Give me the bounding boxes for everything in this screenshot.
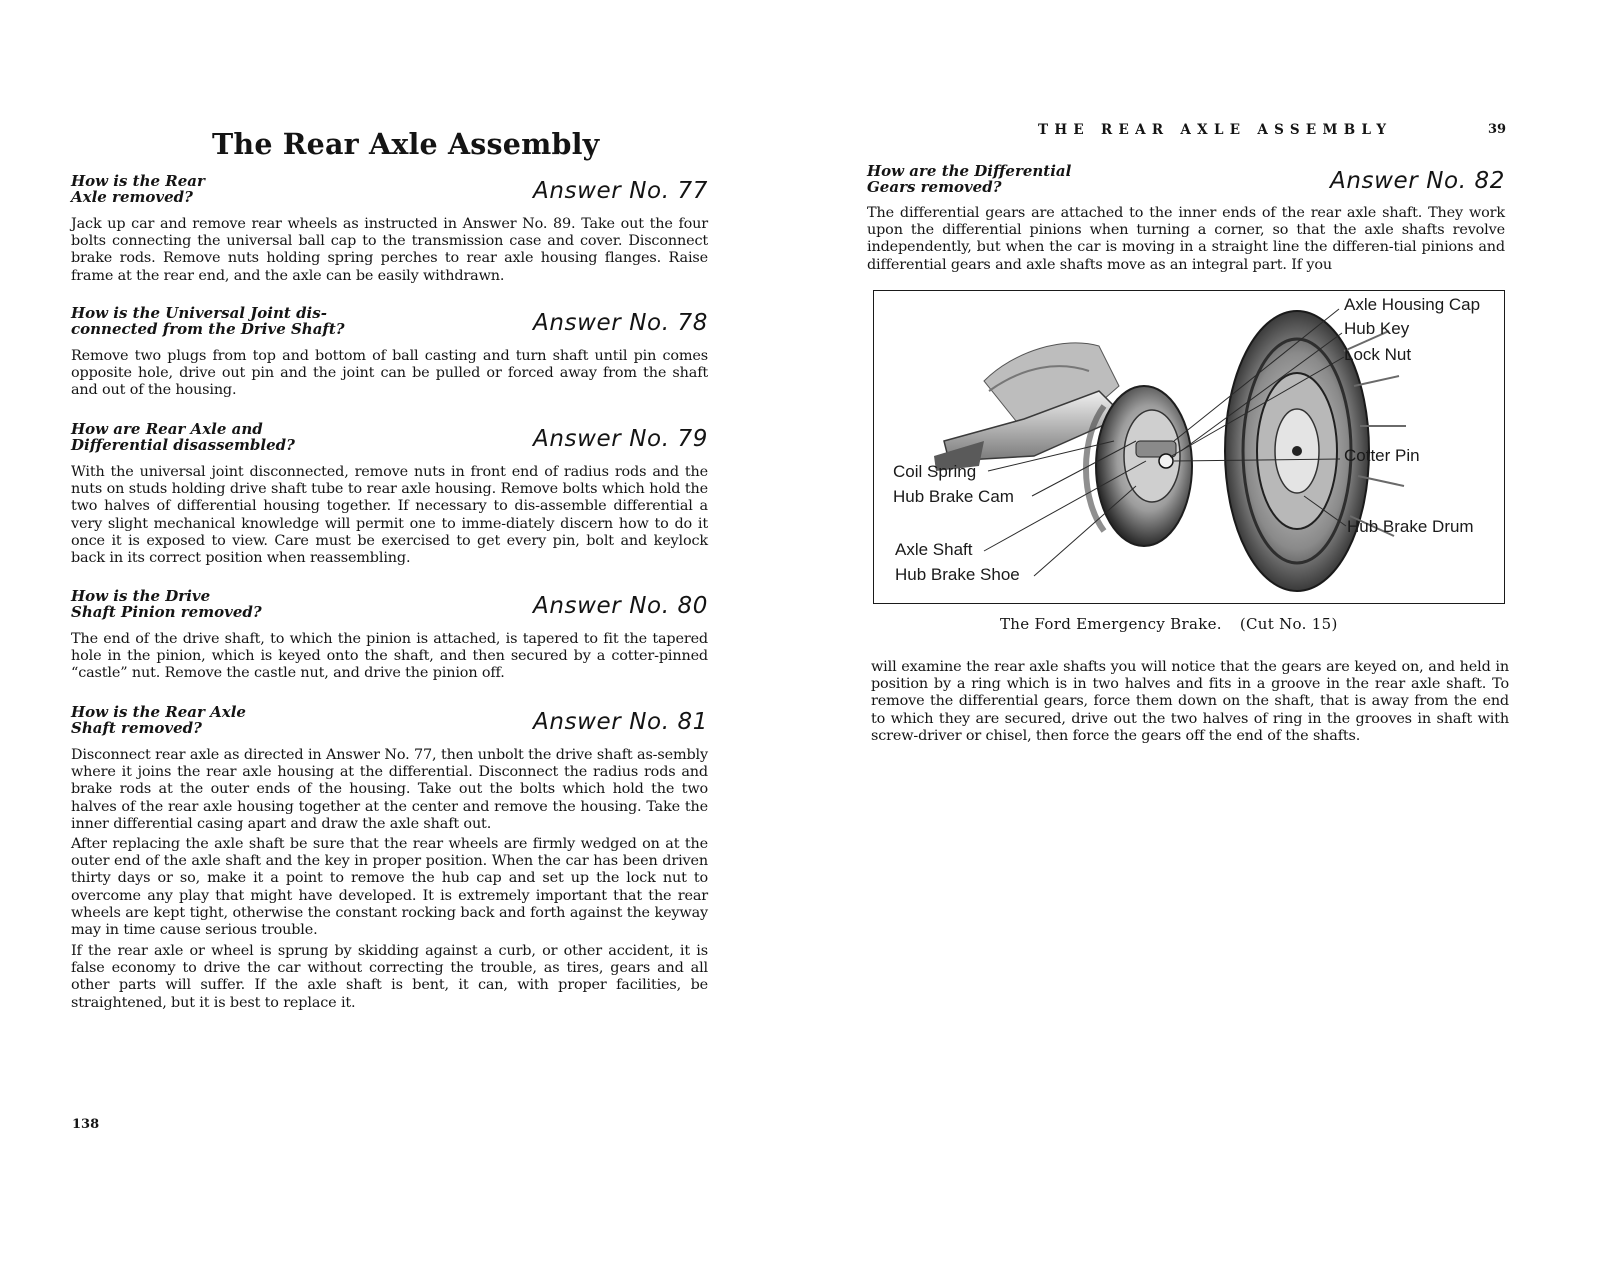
question-82: How are the Differential Gears removed? bbox=[867, 162, 1072, 196]
label-lock-nut: Lock Nut bbox=[1344, 345, 1412, 364]
answer-number-79: Answer No. 79 bbox=[533, 426, 708, 452]
caption-cut-number: (Cut No. 15) bbox=[1239, 615, 1338, 633]
label-cotter-pin: Cotter Pin bbox=[1344, 446, 1420, 465]
answer-81-paragraph-2: After replacing the axle shaft be sure that the rear wheels are firmly wedged on at the outer end of the axle shaft and the key in proper position. When the car has been driven thirty days or so, make it a point to remove the hub cap and set up the lock nut to overcome any play that might have developed. It is extremely important that the rear wheels are kept tight, otherwise the constant rocking back and forth against the keyway may in time cause serious trouble. bbox=[71, 836, 708, 939]
answer-number-80: Answer No. 80 bbox=[533, 593, 708, 619]
qa-header-81 bbox=[71, 704, 708, 748]
answer-80-paragraph: The end of the drive shaft, to which the pinion is attached, is tapered to fit the tapered hole in the pinion, which is keyed onto the shaft, and then secured by a cotter-pinned “castle” nut. Remove the castle nut, and drive the pinion off. bbox=[71, 631, 708, 682]
caption-text: The Ford Emergency Brake. bbox=[1000, 615, 1222, 633]
qa-header-82 bbox=[867, 163, 1505, 207]
emergency-brake-figure bbox=[873, 290, 1505, 604]
question-78: How is the Universal Joint dis- connected from the Drive Shaft? bbox=[71, 304, 345, 338]
question-80: How is the Drive Shaft Pinion removed? bbox=[71, 587, 262, 621]
answer-82-paragraph-after-figure: will examine the rear axle shafts you will notice that the gears are keyed on, and held in position by a ring which is in two halves and fits in a groove in the rear axle shaft. To remove the differential gears, force them down on the shaft, that is away from the end to which they are secured, drive out the two halves of ring in the grooves in shaft with screw-driver or chisel, then force the gears off the end of the shafts. bbox=[871, 659, 1509, 744]
qa-header-80 bbox=[71, 588, 708, 632]
running-head: THE REAR AXLE ASSEMBLY bbox=[1038, 122, 1393, 138]
answer-81-paragraph-3: If the rear axle or wheel is sprung by skidding against a curb, or other accident, it is false economy to drive the car without correcting the trouble, as tires, gears and all other parts will suffer. If the axle shaft is bent, it can, with proper facilities, be straightened, but it is best to replace it. bbox=[71, 943, 708, 1011]
answer-number-82: Answer No. 82 bbox=[1330, 168, 1505, 194]
answer-number-77: Answer No. 77 bbox=[533, 178, 708, 204]
label-hub-brake-cam: Hub Brake Cam bbox=[893, 487, 1014, 506]
label-hub-brake-drum: Hub Brake Drum bbox=[1347, 517, 1474, 536]
answer-82-paragraph-before-figure: The differential gears are attached to the inner ends of the rear axle shaft. They work upon the differential pinions when turning a corner, so that the axle shafts revolve independently, but when the car is moving in a straight line the differen-tial pinions and differential gears and axle shafts move as an integral part. If you bbox=[867, 205, 1505, 273]
page-number-right: 39 bbox=[1488, 122, 1507, 137]
page-number-left: 138 bbox=[72, 1117, 100, 1132]
label-axle-shaft: Axle Shaft bbox=[895, 540, 973, 559]
answer-78-paragraph: Remove two plugs from top and bottom of ball casting and turn shaft until pin comes opposite hole, drive out pin and the joint can be pulled or forced away from the shaft and out of the housing. bbox=[71, 348, 708, 399]
answer-number-78: Answer No. 78 bbox=[533, 310, 708, 336]
answer-number-81: Answer No. 81 bbox=[533, 709, 708, 735]
label-axle-housing-cap: Axle Housing Cap bbox=[1344, 295, 1481, 314]
qa-header-78 bbox=[71, 305, 708, 349]
label-coil-spring: Coil Spring bbox=[893, 462, 977, 481]
question-77: How is the Rear Axle removed? bbox=[71, 172, 205, 206]
answer-77-paragraph: Jack up car and remove rear wheels as instructed in Answer No. 89. Take out the four bolts connecting the universal ball cap to the transmission case and cover. Disconnect brake rods. Remove nuts holding spring perches to rear axle housing flanges. Raise frame at the rear end, and the axle can be easily withdrawn. bbox=[71, 216, 708, 284]
right-page bbox=[800, 0, 1600, 1264]
answer-81-paragraph-1: Disconnect rear axle as directed in Answer No. 77, then unbolt the drive shaft as-sembly where it joins the rear axle housing at the differential. Disconnect the radius rods and brake rods at the outer ends of the housing. Take out the bolts which hold the two halves of the rear axle housing together at the center and remove the housing. Take the inner differential casing apart and draw the axle shaft out. bbox=[71, 747, 708, 832]
answer-79-paragraph: With the universal joint disconnected, remove nuts in front end of radius rods and the nuts on studs holding drive shaft tube to rear axle housing. Remove bolts which hold the two halves of differential housing together. If necessary to dis-assemble differential a very slight mechanical knowledge will permit one to imme-diately discern how to do it once it is exposed to view. Care must be exercised to get every pin, bolt and keylock back in its correct position when reassembling. bbox=[71, 464, 708, 567]
page-title: The Rear Axle Assembly bbox=[212, 127, 600, 161]
question-79: How are Rear Axle and Differential disassembled? bbox=[71, 420, 295, 454]
question-81: How is the Rear Axle Shaft removed? bbox=[71, 703, 246, 737]
label-hub-brake-shoe: Hub Brake Shoe bbox=[895, 565, 1020, 584]
qa-header-77 bbox=[71, 173, 708, 217]
figure-caption bbox=[1000, 615, 1338, 633]
label-hub-key: Hub Key bbox=[1344, 319, 1410, 338]
qa-header-79 bbox=[71, 421, 708, 465]
